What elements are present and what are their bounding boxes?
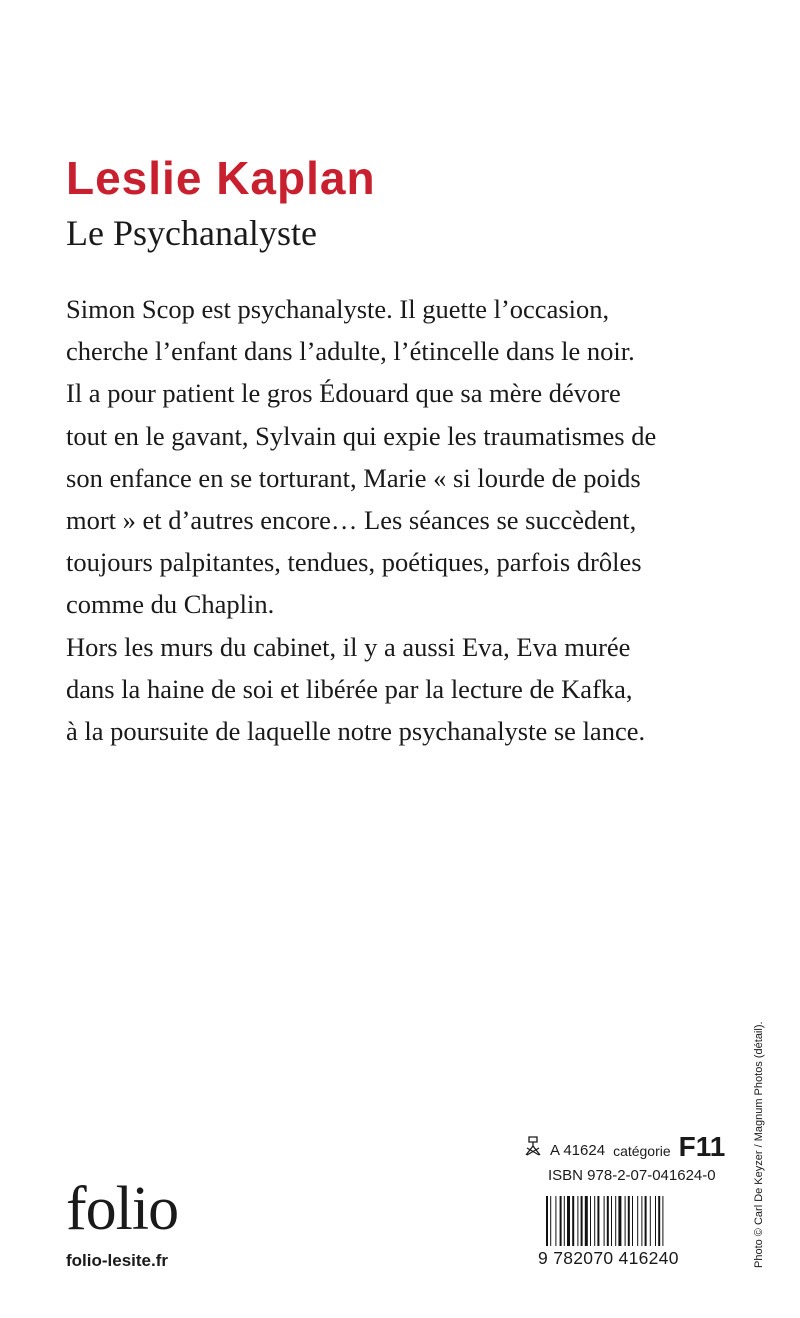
publisher-logo: folio	[66, 1175, 179, 1243]
barcode-bar	[628, 1196, 630, 1248]
barcode-bar	[581, 1196, 583, 1248]
barcode-bar	[555, 1196, 556, 1248]
barcode-bar	[564, 1196, 565, 1248]
barcode-bar	[615, 1196, 616, 1248]
photo-credit: Photo © Carl De Keyzer / Magnum Photos (détail).	[753, 1021, 765, 1268]
barcode-bar	[637, 1196, 638, 1248]
isbn: ISBN 978-2-07-041624-0	[548, 1167, 716, 1184]
barcode-bar	[594, 1196, 595, 1248]
barcode-bar	[577, 1196, 578, 1248]
blurb-line: mort » et d’autres encore… Les séances se succèdent,	[66, 505, 637, 536]
author-name: Leslie Kaplan	[66, 152, 376, 204]
blurb-line: Il a pour patient le gros Édouard que sa mère dévore	[66, 378, 621, 409]
heraldic-emblem-icon	[524, 1136, 542, 1158]
barcode-bar	[632, 1196, 633, 1248]
barcode-bar	[645, 1196, 647, 1248]
barcode-bar	[655, 1196, 656, 1248]
barcode-bar	[585, 1196, 588, 1248]
barcode-bar	[567, 1196, 570, 1248]
publisher-website: folio-lesite.fr	[66, 1251, 169, 1270]
blurb-line: cherche l’enfant dans l’adulte, l’étincelle dans le noir.	[66, 336, 635, 367]
blurb-paragraph	[66, 288, 716, 626]
blurb-line: dans la haine de soi et libérée par la lecture de Kafka,	[66, 673, 633, 704]
category-label: catégorie	[613, 1143, 671, 1159]
blurb-line: toujours palpitantes, tendues, poétiques, parfois drôles	[66, 547, 642, 578]
book-title: Le Psychanalyste	[66, 213, 317, 253]
blurb-line: son enfance en se torturant, Marie « si lourde de poids	[66, 462, 641, 493]
blurb-line: Simon Scop est psychanalyste. Il guette l’occasion,	[66, 294, 610, 324]
barcode-bar	[572, 1196, 574, 1248]
barcode-bar	[618, 1196, 621, 1248]
barcode-bar	[650, 1196, 651, 1248]
category-value: F11	[678, 1131, 726, 1162]
barcode-digits: 9 782070 416240	[538, 1246, 720, 1270]
barcode-bar	[604, 1196, 605, 1248]
back-cover-blurb	[66, 288, 716, 752]
barcode-bar	[560, 1196, 562, 1248]
catalog-code: A 41624	[550, 1142, 606, 1159]
blurb-line: tout en le gavant, Sylvain qui expie les traumatismes de	[66, 420, 657, 451]
blurb-line: Hors les murs du cabinet, il y a aussi Eva, Eva murée	[66, 631, 631, 662]
barcode-bar	[625, 1196, 626, 1248]
barcode-bar	[597, 1196, 599, 1248]
blurb-line: à la poursuite de laquelle notre psychanalyste se lance.	[66, 716, 646, 747]
blurb-paragraph	[66, 626, 716, 753]
barcode-bar	[590, 1196, 591, 1248]
barcode-bar	[641, 1196, 642, 1248]
catalog-info	[524, 1130, 725, 1162]
blurb-line: comme du Chaplin.	[66, 589, 275, 620]
